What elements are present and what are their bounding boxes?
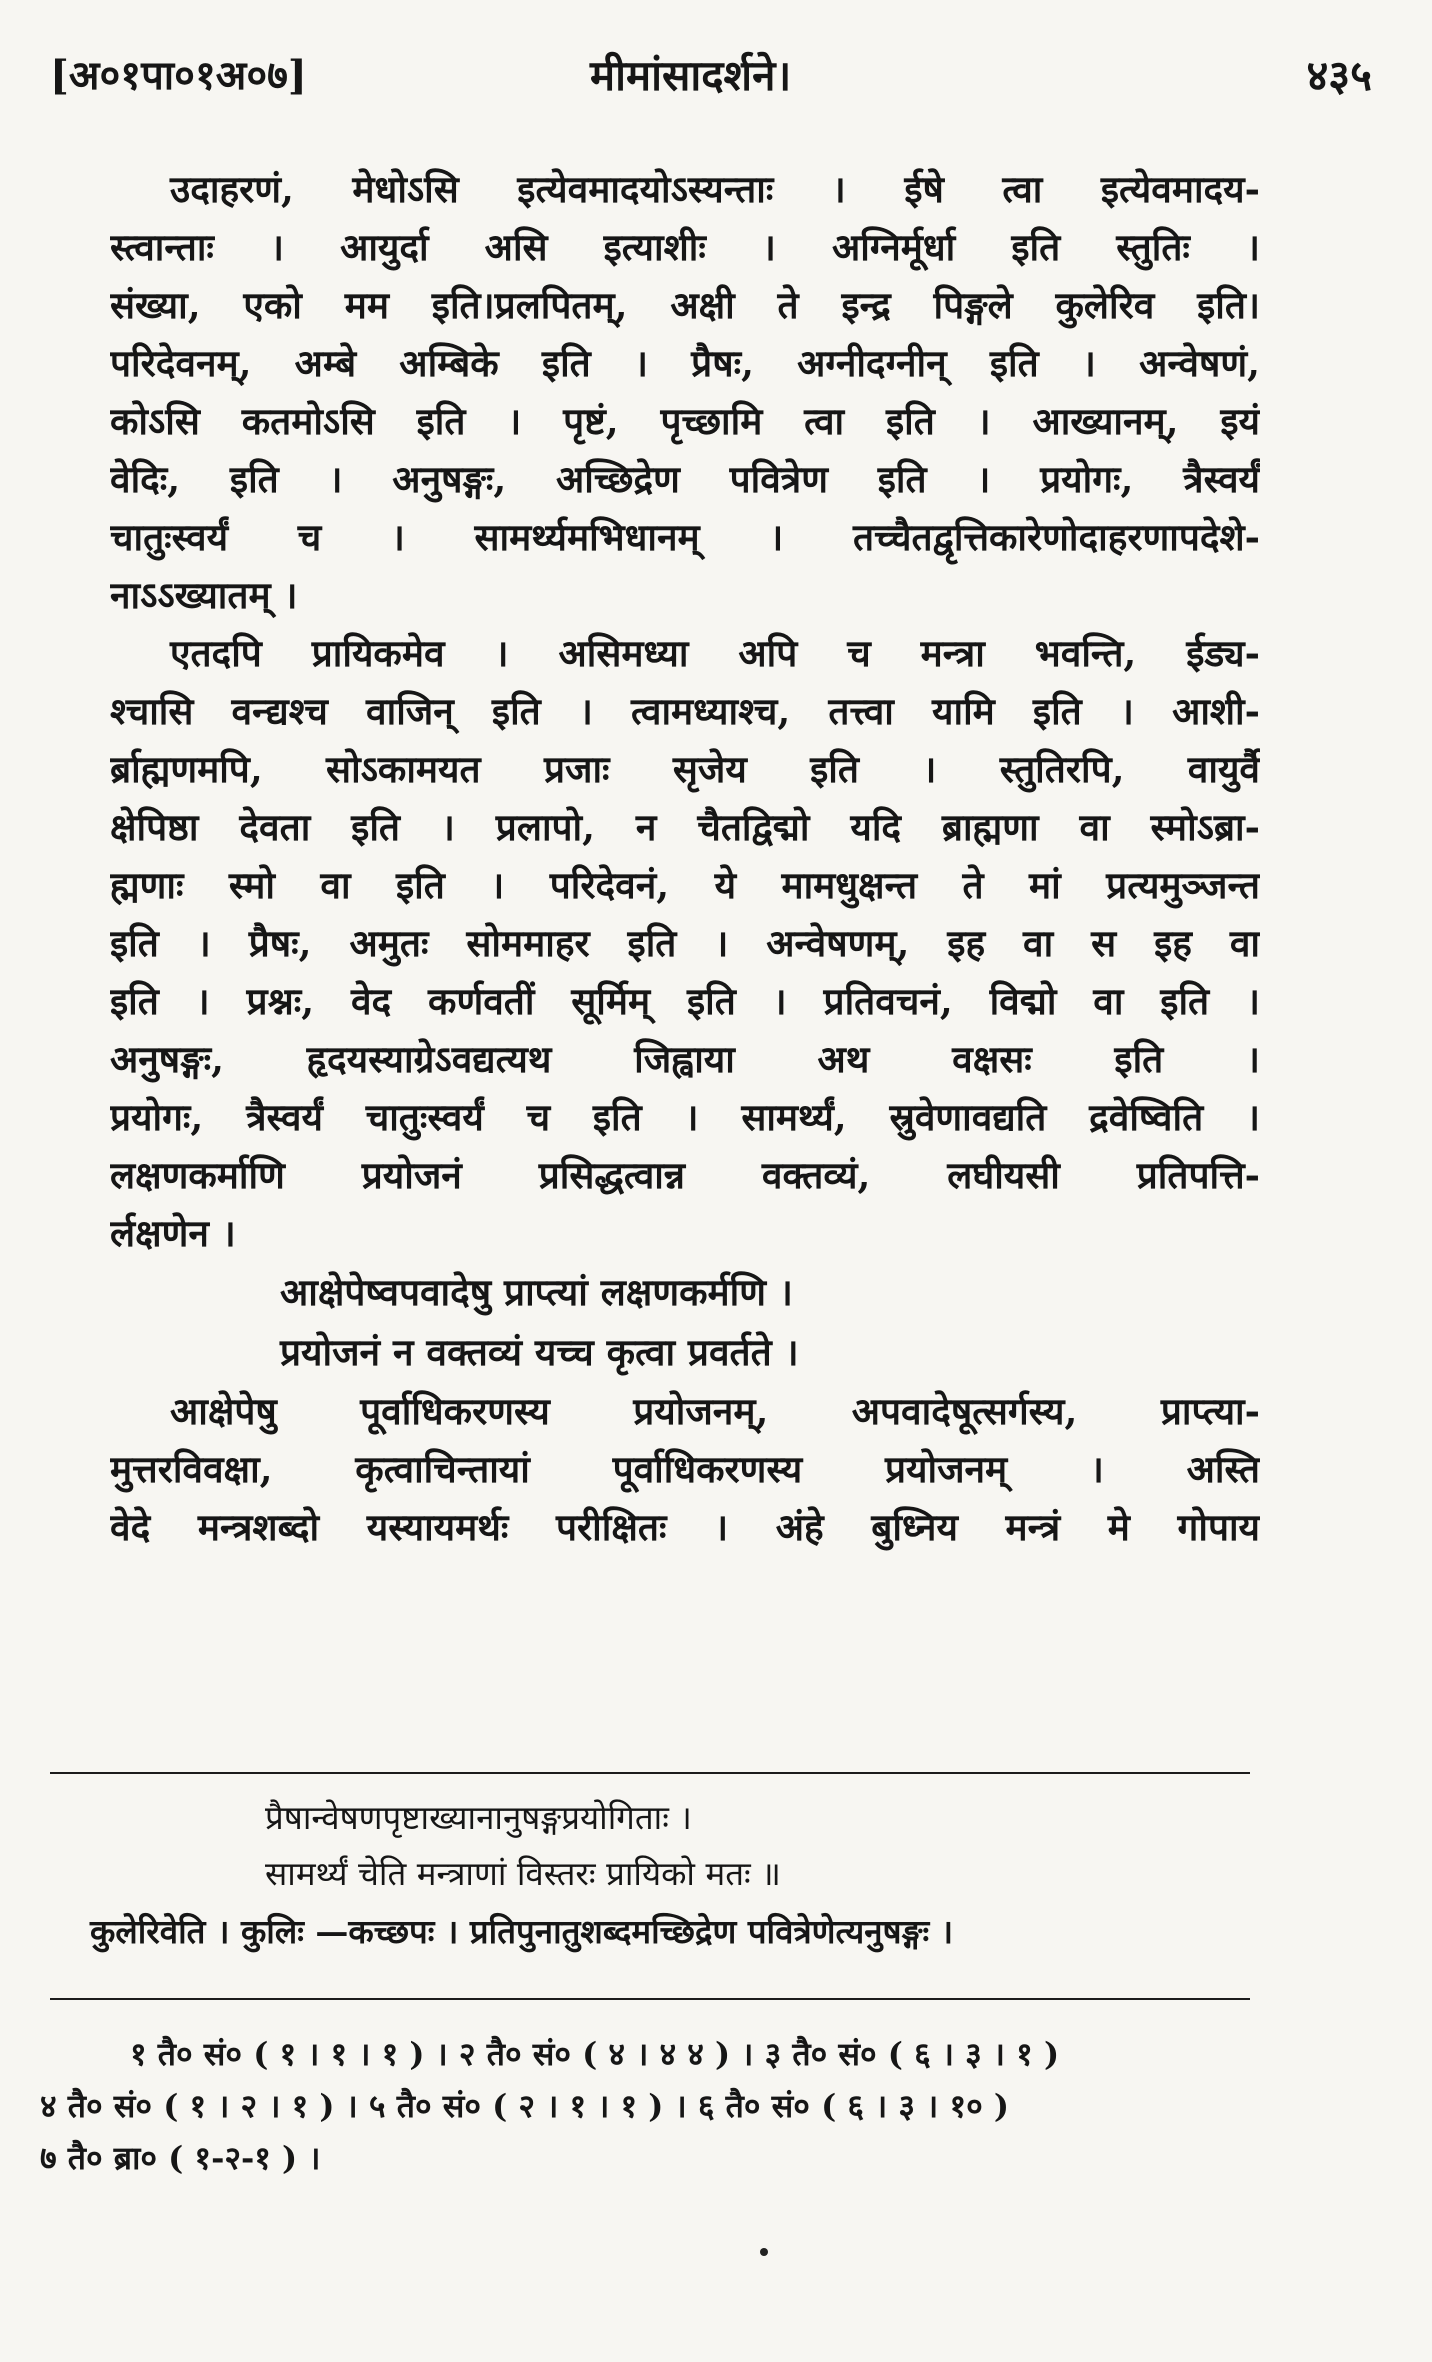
footnote-line: १ तै० सं० ( १ । १ । १ ) । २ तै० सं० ( ४ । ४ ४ ) । ३ तै० सं० ( ६ । ३ । १ ) (130, 2035, 1060, 2073)
text-line: प्रयोगः, त्रैस्वर्यं चातुःस्वर्यं च इति । सामर्थ्यं, स्रुवेणावद्यति द्रवेष्विति । (110, 1095, 1260, 1139)
text-line: कोऽसि कतमोऽसि इति । पृष्टं, पृच्छामि त्वा इति । आख्यानम्, इयं (110, 399, 1260, 443)
text-line: उदाहरणं, मेधोऽसि इत्येवमादयोऽस्यन्ताः । ईषे त्वा इत्येवमादय- (170, 167, 1260, 211)
text-line: इति । प्रश्नः, वेद कर्णवतीं सूर्मिम् इति । प्रतिवचनं, विद्मो वा इति । (110, 979, 1260, 1023)
text-line: एतदपि प्रायिकमेव । असिमध्या अपि च मन्त्रा भवन्ति, ईड्य- (170, 631, 1260, 675)
verse-line: आक्षेपेष्वपवादेषु प्राप्त्यां लक्षणकर्मणि । (280, 1270, 793, 1314)
footnote-divider (50, 1998, 1250, 2000)
text-line: संख्या, एको मम इति।प्रलपितम्, अक्षी ते इन्द्र पिङ्गले कुलेरिव इति। (110, 283, 1260, 327)
text-line: श्चासि वन्द्यश्च वाजिन् इति । त्वामध्याश्च, तत्त्वा यामि इति । आशी- (110, 689, 1260, 733)
text-line: ह्मणाः स्मो वा इति । परिदेवनं, ये मामधुक्षन्त ते मां प्रत्यमुञ्जन्त (110, 863, 1260, 907)
verse-line: प्रयोजनं न वक्तव्यं यच्च कृत्वा प्रवर्तते । (280, 1330, 799, 1374)
main-text (110, 160, 1260, 1556)
commentary-verse-line: सामर्थ्यं चेति मन्त्राणां विस्तरः प्रायिको मतः ॥ (265, 1854, 781, 1893)
ink-speck (760, 2248, 768, 2256)
page-number: ४३५ (1306, 51, 1372, 100)
text-line: आक्षेपेषु पूर्वाधिकरणस्य प्रयोजनम्, अपवादेषूत्सर्गस्य, प्राप्त्या- (170, 1389, 1260, 1433)
section-reference: [अ०१पा०१अ०७] (50, 52, 307, 99)
page-header (50, 40, 1372, 110)
text-line: र्ब्राह्मणमपि, सोऽकामयत प्रजाः सृजेय इति । स्तुतिरपि, वायुर्वै (110, 747, 1260, 791)
text-line: नाऽऽख्यातम् । (110, 573, 298, 617)
commentary-divider (50, 1772, 1250, 1774)
text-line: र्लक्षणेन । (110, 1211, 236, 1255)
commentary-note: कुलेरिवेति । कुलिः —कच्छपः । प्रतिपुनातुशब्दमच्छिद्रेण पवित्रेणेत्यनुषङ्गः । (90, 1912, 954, 1951)
text-line: क्षेपिष्ठा देवता इति । प्रलापो, न चैतद्विद्मो यदि ब्राह्मणा वा स्मोऽब्रा- (110, 805, 1260, 849)
footnote-line: ४ तै० सं० ( १ । २ । १ ) । ५ तै० सं० ( २ । १ । १ ) । ६ तै० सं० ( ६ । ३ । १० ) (40, 2087, 1010, 2125)
footnote-references (40, 2028, 1270, 2184)
text-line: इति । प्रैषः, अमुतः सोममाहर इति । अन्वेषणम्, इह वा स इह वा (110, 921, 1260, 965)
text-line: परिदेवनम्, अम्बे अम्बिके इति । प्रैषः, अग्नीदग्नीन् इति । अन्वेषणं, (110, 341, 1260, 385)
text-line: चातुःस्वर्यं च । सामर्थ्यमभिधानम् । तच्चैतद्वृत्तिकारेणोदाहरणापदेशे- (110, 515, 1260, 559)
text-line: स्त्वान्ताः । आयुर्दा असि इत्याशीः । अग्निर्मूर्धा इति स्तुतिः । (110, 225, 1260, 269)
text-line: लक्षणकर्माणि प्रयोजनं प्रसिद्धत्वान्न वक्तव्यं, लघीयसी प्रतिपत्ति- (110, 1153, 1260, 1197)
commentary (90, 1790, 1270, 1962)
running-title: मीमांसादर्शने। (590, 51, 792, 100)
commentary-verse-line: प्रैषान्वेषणपृष्टाख्यानानुषङ्गप्रयोगिताः । (265, 1798, 692, 1837)
text-line: अनुषङ्गः, हृदयस्याग्रेऽवद्यत्यथ जिह्वाया अथ वक्षसः इति । (110, 1037, 1260, 1081)
text-line: वेदिः, इति । अनुषङ्गः, अच्छिद्रेण पवित्रेण इति । प्रयोगः, त्रैस्वर्यं (110, 457, 1260, 501)
footnote-line: ७ तै० ब्रा० ( १-२-१ ) । (40, 2139, 321, 2177)
text-line: वेदे मन्त्रशब्दो यस्यायमर्थः परीक्षितः । अंहे बुध्निय मन्त्रं मे गोपाय (110, 1505, 1260, 1549)
text-line: मुत्तरविवक्षा, कृत्वाचिन्तायां पूर्वाधिकरणस्य प्रयोजनम् । अस्ति (110, 1447, 1260, 1491)
